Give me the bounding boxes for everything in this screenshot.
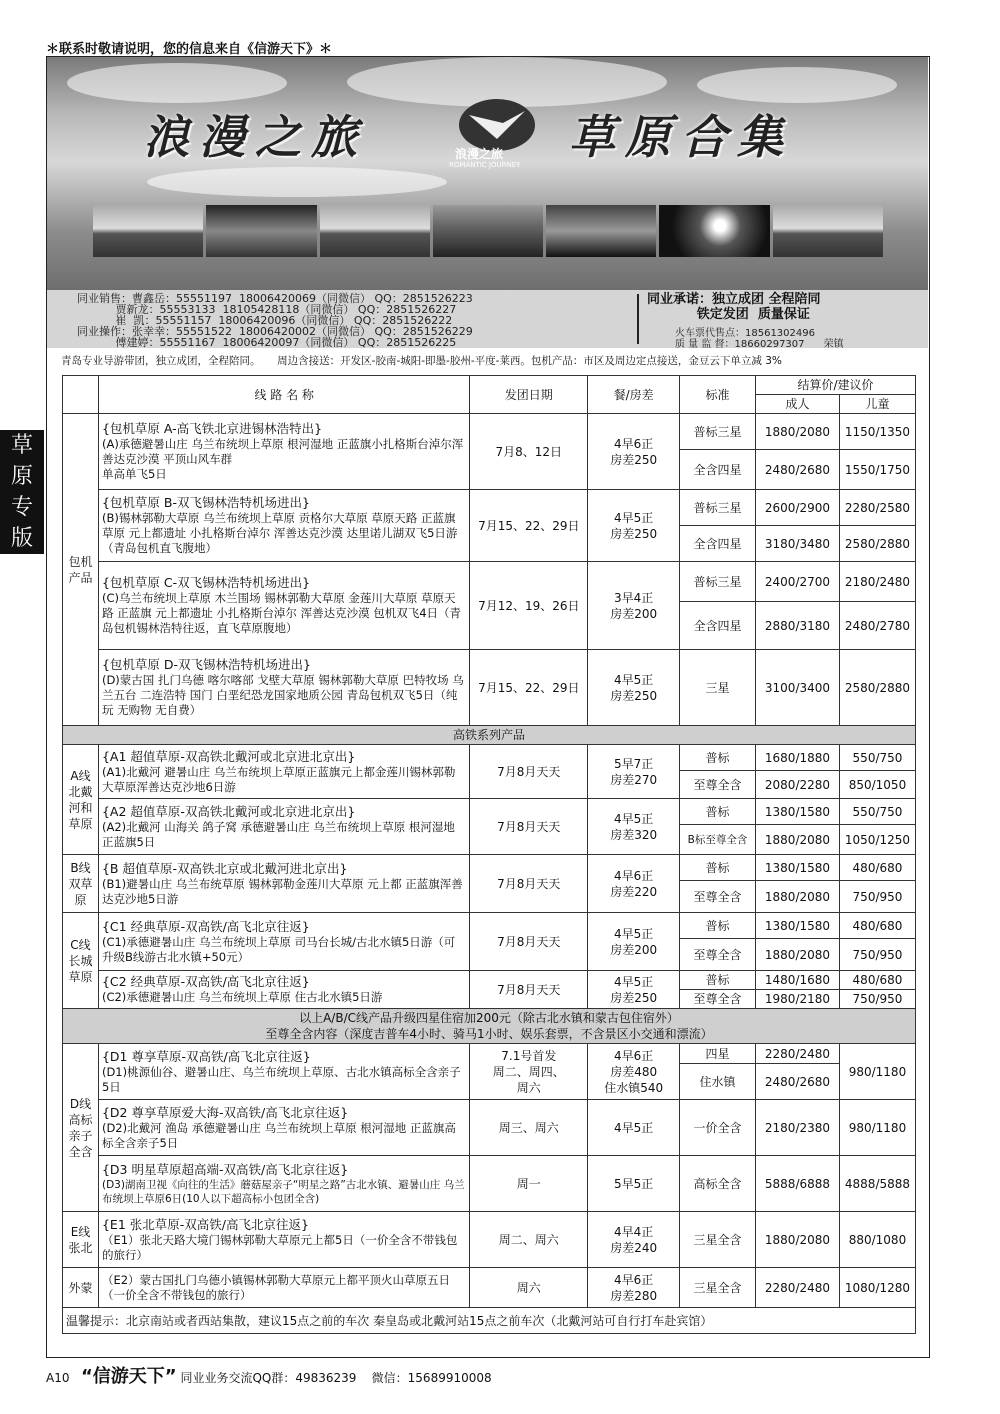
tier-adult: 2480/2680 [755, 1064, 839, 1100]
footer [46, 1362, 492, 1388]
tier-child: 750/950 [839, 881, 915, 913]
route-title: {D2 尊享草原爱大海-双高铁/高飞北京往返} [101, 1104, 349, 1120]
route-title: {D1 尊享草原-双高铁/高飞北京往返} [101, 1048, 311, 1064]
tier-adult: 2280/2480 [755, 1044, 839, 1064]
route-title: {C2 经典草原-双高铁/高飞北京往返} [101, 974, 310, 989]
contact-row: 贾新龙：55553133 18105428118（同微信） QQ：2851526227 [77, 303, 457, 316]
route-title: {E1 张北草原-双高铁/高飞北京往返} [101, 1216, 309, 1232]
route-desc: (C)乌兰布统坝上草原 木兰围场 锡林郭勒大草原 金莲川大草原 草原天路 正蓝旗 元上都遗址 小扎格斯台淖尔 浑善达克沙漠 包机双飞4日（青岛包机锡林浩特往返，直飞草原腹地） [101, 591, 462, 635]
side-tab-char: 原 [10, 464, 33, 489]
route-meal [588, 745, 680, 799]
header-date: 发团日期 [470, 376, 588, 414]
tier-standard: 三星全含 [680, 1268, 756, 1308]
tier-standard: 全含四星 [680, 450, 756, 490]
route-date: 周二、周六 [470, 1212, 588, 1268]
route-meal [588, 1212, 680, 1268]
room-diff: 房差200 [610, 606, 658, 621]
contact-row: 崔 凯：55551157 18006420096（同微信） QQ：2851526222 [77, 314, 453, 327]
tier-adult: 1480/1680 [755, 971, 839, 990]
grassland-photo [320, 205, 430, 257]
service-line: 青岛专业导游带团，独立成团，全程陪同。 周边含接送：开发区-胶南-城阳-即墨-胶州-平度-莱西。包机产品：市区及周边定点接送，金豆云下单立减 3% [61, 355, 782, 367]
room-diff: 房差200 [610, 942, 658, 957]
tier-child: 880/1080 [839, 1212, 915, 1268]
tier-adult: 5888/6888 [755, 1156, 839, 1212]
tier-standard: B标至尊全含 [680, 825, 756, 855]
tier-child: 2180/2480 [839, 562, 915, 602]
room-diff: 房差280 [610, 1288, 658, 1303]
tier-adult: 2400/2700 [755, 562, 839, 602]
route-title: {A1 超值草原-双高铁北戴河或北京进北京出} [101, 748, 356, 764]
route-cell [98, 562, 469, 650]
route-meal [588, 913, 680, 971]
route-date: 7月8、12日 [470, 414, 588, 490]
contact-row: 傅建婷：55551167 18006420097（同微信） QQ：2851526225 [77, 336, 457, 349]
group-charter: 包机产品 [63, 414, 99, 726]
tier-standard: 四星 [680, 1044, 756, 1064]
route-table [62, 375, 916, 1334]
date-line: 周二、周四、 [492, 1064, 565, 1079]
route-cell [98, 1044, 469, 1100]
horse-photo [546, 205, 656, 257]
tier-child: 550/750 [839, 745, 915, 771]
route-title: {D3 明星草原超高端-双高铁/高飞北京往返} [101, 1161, 349, 1177]
upgrade-note-1: 以上A/B/C线产品升级四星住宿加200元（除古北水镇和蒙古包住宿外） [299, 1011, 679, 1025]
route-cell [98, 1268, 469, 1308]
group-c-line: C线长城草原 [63, 913, 99, 1009]
tier-child: 750/950 [839, 990, 915, 1009]
tier-child: 2580/2880 [839, 526, 915, 562]
tier-standard: 三星 [680, 650, 756, 726]
route-title: {包机草原 D-双飞锡林浩特机场进出} [101, 657, 311, 672]
route-date [470, 1044, 588, 1100]
room-diff: 房差220 [610, 884, 658, 899]
route-meal [588, 799, 680, 855]
route-date: 7月8月天天 [470, 855, 588, 913]
route-desc: (D2)北戴河 渔岛 承德避暑山庄 乌兰布统坝上草原 根河湿地 正蓝旗高标全含亲子5日 [101, 1120, 456, 1150]
date-line: 7.1号首发 [501, 1048, 557, 1063]
room-diff: 房差250 [610, 688, 658, 703]
route-cell [98, 490, 469, 562]
tier-adult: 1880/2080 [755, 825, 839, 855]
tier-adult: 1380/1580 [755, 855, 839, 881]
route-desc: (A2)北戴河 山海关 鸽子窝 承德避暑山庄 乌兰布统坝上草原 根河湿地 正蓝旗5日 [101, 819, 455, 849]
tier-adult: 1880/2080 [755, 414, 839, 450]
tier-child: 1550/1750 [839, 450, 915, 490]
header-route: 线 路 名 称 [98, 376, 469, 414]
route-date: 7月8月天天 [470, 745, 588, 799]
route-meal [588, 1268, 680, 1308]
meal-value: 4早5正 [614, 510, 654, 525]
route-cell [98, 799, 469, 855]
route-date: 7月15、22、29日 [470, 490, 588, 562]
contact-row: 同业销售：曹鑫岳：55551197 18006420069（同微信） QQ：2851526223 [77, 292, 473, 305]
contact-divider [637, 294, 639, 344]
highspeed-band: 高铁系列产品 [63, 726, 916, 745]
route-meal [588, 971, 680, 1009]
route-cell [98, 971, 469, 1009]
photo-strip [93, 205, 883, 257]
route-meal [588, 855, 680, 913]
tier-standard: 至尊全含 [680, 771, 756, 799]
tier-adult: 1880/2080 [755, 1212, 839, 1268]
route-cell [98, 1100, 469, 1156]
meal-value: 4早5正 [614, 672, 654, 687]
tier-adult: 1380/1580 [755, 799, 839, 825]
group-outer: 外蒙 [63, 1268, 99, 1308]
side-tab-char: 版 [10, 526, 33, 551]
tier-standard: 高标全含 [680, 1156, 756, 1212]
banner-title-right: 草原合集 [569, 110, 793, 164]
route-desc: (A)承德避暑山庄 乌兰布统坝上草原 根河湿地 正蓝旗小扎格斯台淖尔浑善达克沙漠 平顶山风车群 [101, 437, 464, 466]
tier-standard: 全含四星 [680, 602, 756, 650]
group-b-line: B线双草原 [63, 855, 99, 913]
route-cell [98, 913, 469, 971]
route-meal: 4早5正 [588, 1100, 680, 1156]
group-d-line: D线高标亲子全含 [63, 1044, 99, 1212]
route-title: {B 超值草原-双高铁北京或北戴河进北京出} [101, 860, 348, 876]
route-date: 周三、周六 [470, 1100, 588, 1156]
tip-note: 温馨提示：北京南站或者西站集散，建议15点之前的车次 秦皇岛或北戴河站15点之前车次（北戴河站可自行打车赴宾馆） [63, 1308, 916, 1334]
tier-child: 550/750 [839, 799, 915, 825]
tier-child: 4888/5888 [839, 1156, 915, 1212]
tier-adult: 2880/3180 [755, 602, 839, 650]
route-cell [98, 745, 469, 799]
meal-value: 3早4正 [614, 590, 654, 605]
tier-child: 480/680 [839, 855, 915, 881]
rail-ticket: 火车票代售点：18561302496 [675, 328, 815, 339]
route-date: 7月12、19、26日 [470, 562, 588, 650]
date-line: 周六 [516, 1080, 541, 1095]
route-meal [588, 414, 680, 490]
route-meal [588, 562, 680, 650]
upgrade-note [63, 1009, 916, 1044]
route-date: 7月15、22、29日 [470, 650, 588, 726]
tier-standard: 普标三星 [680, 414, 756, 450]
route-meal [588, 650, 680, 726]
tier-standard: 普标三星 [680, 490, 756, 526]
tier-adult: 1980/2180 [755, 990, 839, 1009]
tier-child: 980/1180 [839, 1044, 915, 1100]
tier-adult: 1880/2080 [755, 939, 839, 971]
tier-standard: 至尊全含 [680, 990, 756, 1009]
route-meal [588, 490, 680, 562]
meal-value: 5早7正 [614, 756, 654, 771]
tier-adult: 2280/2480 [755, 1268, 839, 1308]
route-extra: 单高单飞5日 [101, 467, 167, 481]
tier-child: 980/1180 [839, 1100, 915, 1156]
tier-child: 480/680 [839, 971, 915, 990]
tier-adult: 3180/3480 [755, 526, 839, 562]
meal-value: 4早6正 [614, 1048, 654, 1063]
banner [47, 57, 928, 290]
group-e-line: E线张北 [63, 1212, 99, 1268]
meal-value: 4早5正 [614, 811, 654, 826]
meal-value: 4早4正 [614, 1224, 654, 1239]
route-cell [98, 650, 469, 726]
room-diff: 房差270 [610, 772, 658, 787]
contacts-panel [47, 290, 928, 348]
tier-standard: 普标 [680, 855, 756, 881]
room-diff: 房差250 [610, 990, 658, 1005]
route-title: {A2 超值草原-双高铁北戴河或北京进北京出} [101, 803, 356, 819]
route-desc: (D3)湖南卫视《向往的生活》蘑菇屋亲子“明星之路”古北水镇、避暑山庄 乌兰布统坝上草原6日(10人以下超高标小包团全含) [101, 1178, 465, 1205]
header-adult: 成人 [755, 395, 839, 414]
route-desc: (D)蒙古国 扎门乌德 喀尔喀部 戈壁大草原 锡林郭勒大草原 巴特牧场 乌兰五台 二连浩特 国门 白垩纪恐龙国家地质公园 青岛包机双飞5日（纯玩 无购物 无自费） [101, 673, 464, 717]
route-desc: (D1)桃源仙谷、避暑山庄、乌兰布统坝上草原、古北水镇高标全含亲子5日 [101, 1064, 461, 1094]
route-title: {包机草原 A-高飞铁北京进锡林浩特出} [101, 421, 323, 436]
header-price: 结算价/建议价 [755, 376, 915, 395]
group-a-line: A线北戴河和草原 [63, 745, 99, 855]
route-desc: (B1)避暑山庄 乌兰布统草原 锡林郭勒金莲川大草原 元上都 正蓝旗浑善达克沙地5日游 [101, 876, 463, 906]
tier-child: 1150/1350 [839, 414, 915, 450]
route-meal: 5早5正 [588, 1156, 680, 1212]
tier-standard: 普标 [680, 971, 756, 990]
room-diff: 房差320 [610, 827, 658, 842]
meal-value: 4早5正 [614, 926, 654, 941]
route-date: 周六 [470, 1268, 588, 1308]
route-date: 7月8月天天 [470, 971, 588, 1009]
meal-value: 4早6正 [614, 868, 654, 883]
header-standard: 标准 [680, 376, 756, 414]
promise-2: 铁定发团 质量保证 [647, 307, 810, 322]
grassland-photo [93, 205, 203, 257]
tier-standard: 一价全含 [680, 1100, 756, 1156]
bonfire-photo [659, 205, 769, 257]
top-note: ＊联系时敬请说明，您的信息来自《信游天下》＊ [46, 42, 333, 57]
tier-child: 850/1050 [839, 771, 915, 799]
promise-1: 同业承诺：独立成团 全程陪同 [647, 292, 821, 307]
tier-standard: 普标 [680, 913, 756, 939]
tier-adult: 2180/2380 [755, 1100, 839, 1156]
tier-adult: 1880/2080 [755, 881, 839, 913]
route-desc: (B)锡林郭勒大草原 乌兰布统坝上草原 贡格尔大草原 草原天路 正蓝旗草原 元上都遗址 小扎格斯台淖尔 浑善达克沙漠 达里诺儿湖双飞5日游（青岛包机直飞腹地） [101, 511, 458, 555]
route-desc: （E1）张北天路大境门锡林郭勒大草原元上都5日（一价全含不带钱包的旅行） [101, 1232, 458, 1262]
tier-adult: 3100/3400 [755, 650, 839, 726]
tier-adult: 2080/2280 [755, 771, 839, 799]
tier-standard: 至尊全含 [680, 939, 756, 971]
tier-adult: 1380/1580 [755, 913, 839, 939]
route-desc: (C1)承德避暑山庄 乌兰布统坝上草原 司马台长城/古北水镇5日游（可升级B线游古北水镇+50元） [101, 934, 456, 964]
room-diff: 房差240 [610, 1240, 658, 1255]
tier-standard: 普标 [680, 745, 756, 771]
route-desc: (C2)承德避暑山庄 乌兰布统坝上草原 住古北水镇5日游 [101, 990, 383, 1004]
tier-child: 480/680 [839, 913, 915, 939]
route-title: {包机草原 C-双飞锡林浩特机场进出} [101, 575, 311, 590]
route-desc: （E2）蒙古国扎门乌德小镇锡林郭勒大草原元上都平顶火山草原五日（一价全含不带钱包的旅行） [101, 1272, 451, 1302]
room-diff: 住水镇540 [604, 1080, 664, 1095]
tier-standard: 普标 [680, 799, 756, 825]
tier-adult: 2600/2900 [755, 490, 839, 526]
side-tab-char: 草 [10, 433, 33, 458]
room-diff: 房差250 [610, 526, 658, 541]
room-diff: 房差480 [610, 1064, 658, 1079]
meal-value: 4早6正 [614, 436, 654, 451]
grassland-photo [433, 205, 543, 257]
route-date: 周一 [470, 1156, 588, 1212]
header-child: 儿童 [839, 395, 915, 414]
route-date: 7月8月天天 [470, 913, 588, 971]
quality-supervision: 质 量 监 督：18660297307 荣镇 [675, 339, 844, 350]
tier-child: 2280/2580 [839, 490, 915, 526]
logo-sub: ROMANTIC JOURNEY [449, 161, 521, 169]
side-tab-char: 专 [10, 495, 33, 520]
logo-text: 浪漫之旅 [455, 147, 504, 161]
tier-child: 2480/2780 [839, 602, 915, 650]
route-title: {C1 经典草原-双高铁/高飞北京往返} [101, 918, 310, 934]
tier-adult: 1680/1880 [755, 745, 839, 771]
tier-child: 2580/2880 [839, 650, 915, 726]
banner-title-left: 浪漫之旅 [143, 110, 367, 164]
page-number: A10 [46, 1371, 70, 1385]
side-tab [0, 430, 44, 554]
route-meal [588, 1044, 680, 1100]
tier-child: 1080/1280 [839, 1268, 915, 1308]
route-cell [98, 414, 469, 490]
tier-adult: 2480/2680 [755, 450, 839, 490]
route-cell [98, 1156, 469, 1212]
tier-standard: 普标三星 [680, 562, 756, 602]
tier-child: 1050/1250 [839, 825, 915, 855]
footer-text: 同业业务交流QQ群：49836239 微信：15689910008 [180, 1371, 492, 1385]
route-date: 7月8月天天 [470, 799, 588, 855]
header-meal: 餐/房差 [588, 376, 680, 414]
route-cell [98, 1212, 469, 1268]
tier-child: 750/950 [839, 939, 915, 971]
route-title: {包机草原 B-双飞锡林浩特机场进出} [101, 495, 310, 510]
route-desc: (A1)北戴河 避暑山庄 乌兰布统坝上草原正蓝旗元上都金莲川锡林郭勒大草原浑善达克沙地6日游 [101, 764, 456, 794]
tier-standard: 住水镇 [680, 1064, 756, 1100]
grassland-photo [206, 205, 316, 257]
meal-value: 4早6正 [614, 1272, 654, 1287]
upgrade-note-2: 至尊全含内容（深度吉普车4小时、骑马1小时、娱乐套票，不含景区小交通和漂流） [265, 1027, 713, 1041]
grassland-photo [773, 205, 883, 257]
tier-standard: 至尊全含 [680, 881, 756, 913]
room-diff: 房差250 [610, 452, 658, 467]
tier-standard: 三星全含 [680, 1212, 756, 1268]
tier-standard: 全含四星 [680, 526, 756, 562]
footer-brand: “信游天下” [80, 1366, 177, 1387]
route-cell [98, 855, 469, 913]
contact-row: 同业操作：张幸幸：55551522 18006420002（同微信） QQ：2851526229 [77, 325, 473, 338]
meal-value: 4早5正 [614, 974, 654, 989]
